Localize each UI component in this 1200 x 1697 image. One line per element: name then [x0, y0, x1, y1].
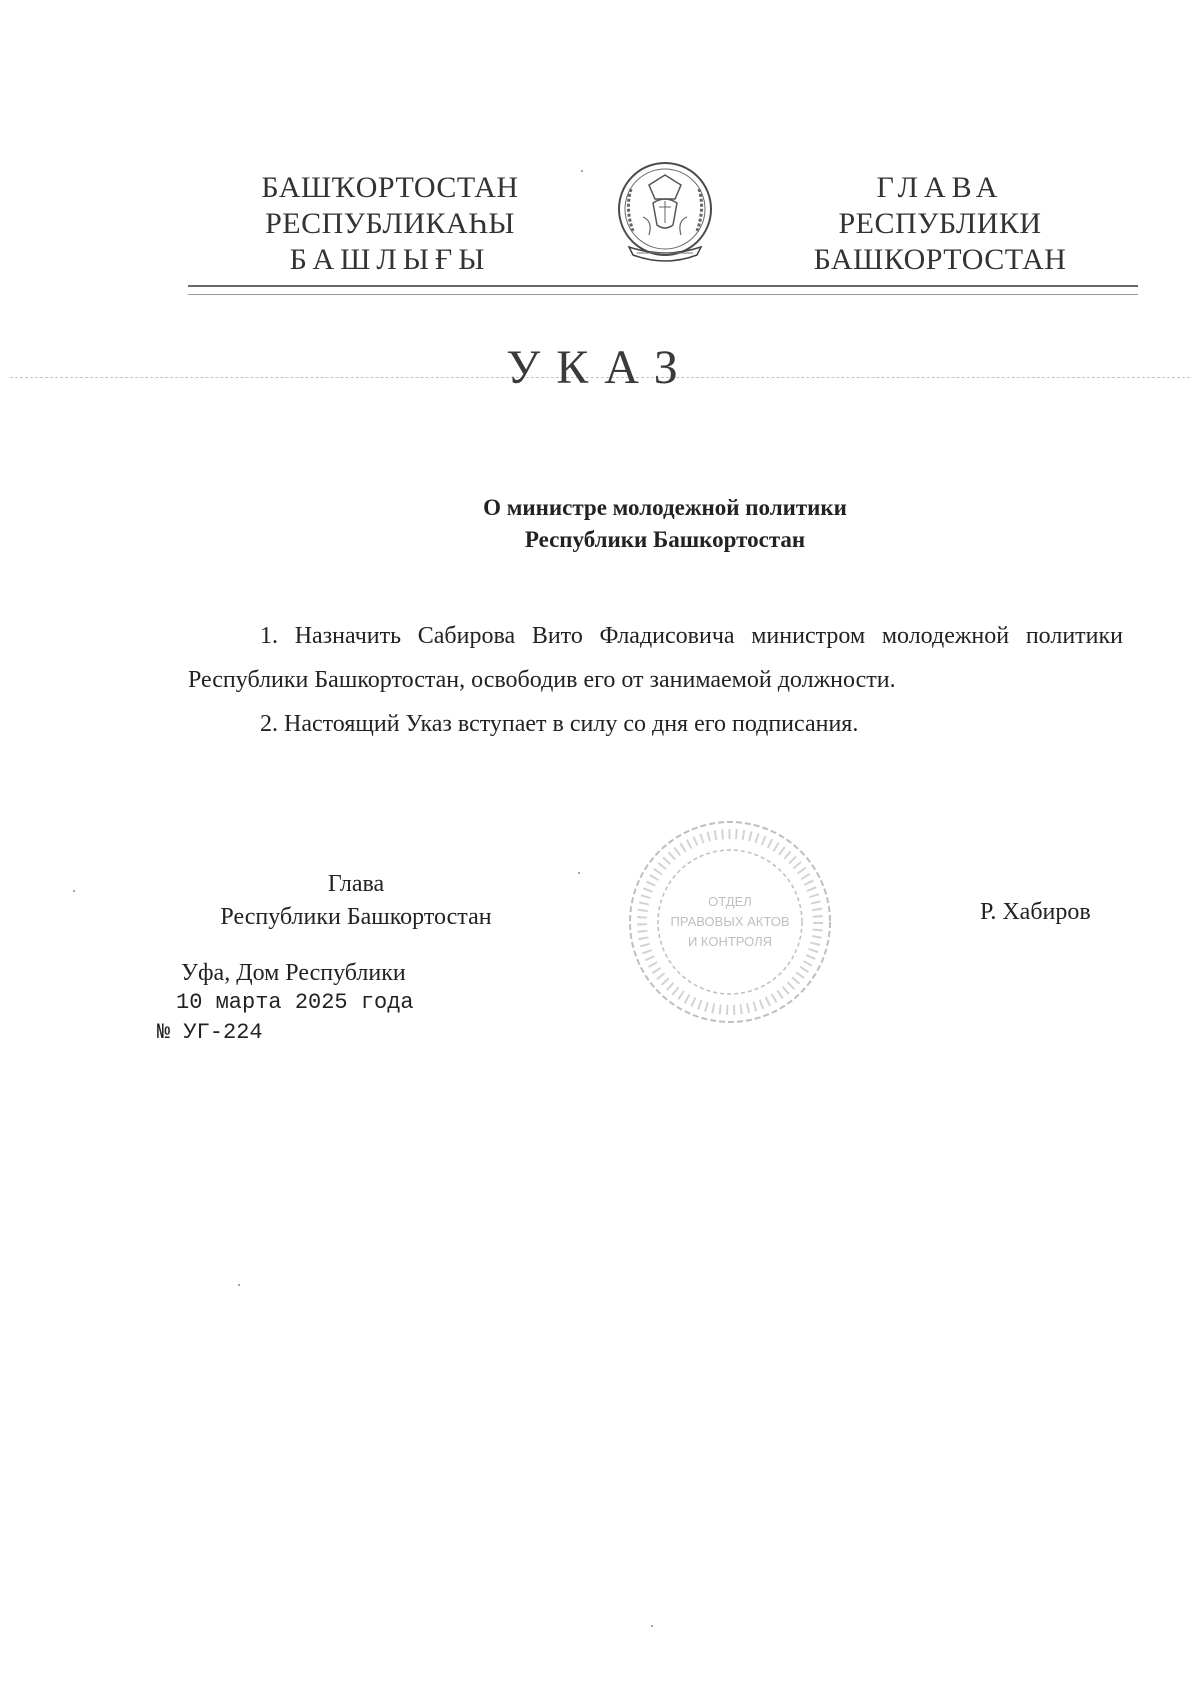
scan-speck	[651, 1625, 653, 1627]
header-right-line2: РЕСПУБЛИКИ	[838, 207, 1042, 240]
stamp-line1: ОТДЕЛ	[708, 894, 752, 909]
decree-paragraph-1: 1. Назначить Сабирова Вито Фладисовича министром молодежной политики Республики Башкортостан, освободив его от занимаемой должности.	[188, 623, 1123, 693]
header-divider	[188, 285, 1138, 295]
subject-line2: Республики Башкортостан	[524, 527, 806, 552]
signatory-title	[186, 868, 526, 934]
signing-date: 10 марта 2025 года	[176, 990, 414, 1015]
scan-speck	[578, 872, 580, 874]
decree-body	[188, 614, 1123, 746]
signatory-name: Р. Хабиров	[980, 899, 1091, 925]
header-bashkir	[240, 170, 540, 278]
scan-speck	[581, 170, 583, 172]
document-title: УКАЗ	[506, 341, 694, 394]
header-russian	[790, 170, 1090, 278]
stamp-line2: ПРАВОВЫХ АКТОВ	[670, 914, 790, 929]
official-stamp	[620, 812, 840, 1032]
signatory-title-line1: Глава	[327, 871, 385, 897]
subject-line1: О министре молодежной политики	[483, 495, 847, 520]
decree-number: № УГ-224	[157, 1020, 263, 1045]
header-left-line2: РЕСПУБЛИКАҺЫ	[265, 207, 515, 240]
signing-place: Уфа, Дом Республики	[181, 960, 406, 986]
decree-subject	[300, 492, 1030, 556]
signatory-title-line2: Республики Башкортостан	[220, 904, 492, 930]
header-left-line1: БАШҠОРТОСТАН	[261, 171, 519, 204]
header-left-line3: БАШЛЫҒЫ	[289, 243, 491, 276]
header-right-line1: ГЛАВА	[876, 171, 1004, 204]
scan-speck	[73, 890, 75, 892]
stamp-line3: И КОНТРОЛЯ	[687, 934, 773, 949]
decree-paragraph-2: 2. Настоящий Указ вступает в силу со дня его подписания.	[260, 711, 859, 737]
scan-speck	[238, 1284, 240, 1286]
coat-of-arms-emblem	[609, 155, 721, 273]
header-right-line3: БАШКОРТОСТАН	[813, 243, 1067, 276]
